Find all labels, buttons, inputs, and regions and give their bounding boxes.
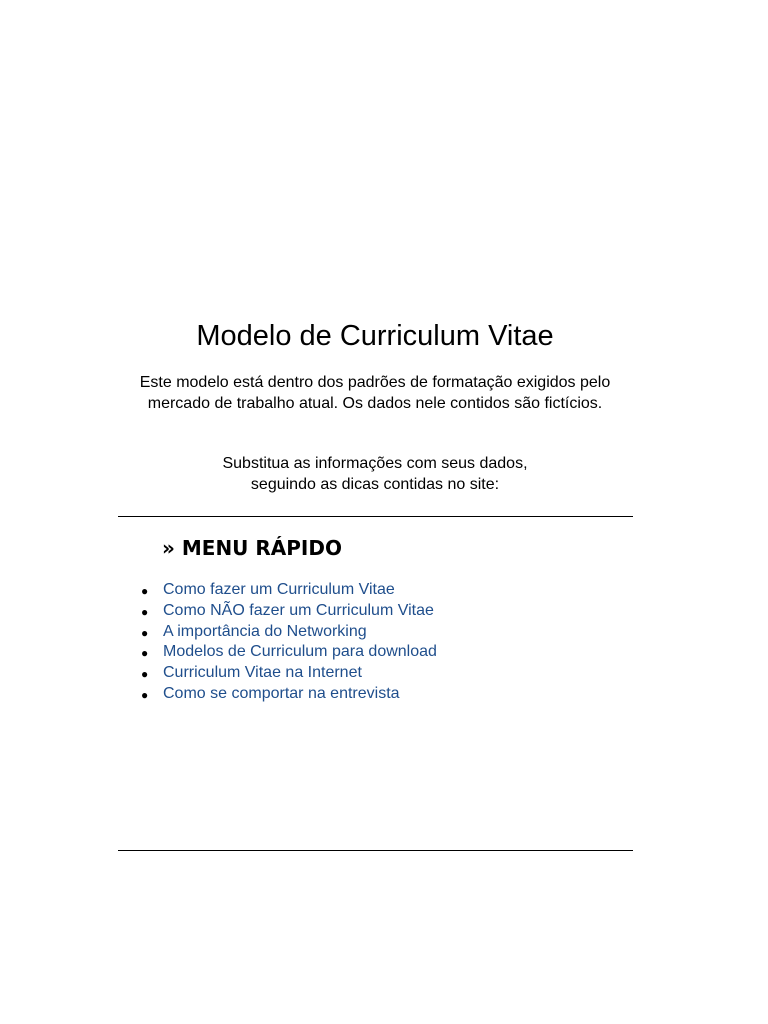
menu-link-como-nao-fazer[interactable]: Como NÃO fazer um Curriculum Vitae — [163, 601, 434, 619]
instructions-paragraph — [128, 454, 622, 495]
bullet-icon: ● — [141, 625, 149, 640]
bullet-icon: ● — [141, 667, 149, 682]
bullet-icon: ● — [141, 646, 149, 661]
bullet-icon: ● — [141, 687, 149, 702]
instructions-line-2: seguindo as dicas contidas no site: — [250, 475, 500, 493]
menu-heading: » MENU RÁPIDO — [162, 536, 342, 560]
menu-link-modelos-download[interactable]: Modelos de Curriculum para download — [163, 643, 437, 661]
menu-link-networking[interactable]: A importância do Networking — [163, 622, 367, 640]
bullet-icon: ● — [141, 604, 149, 619]
page-title: Modelo de Curriculum Vitae — [196, 320, 554, 352]
menu-link-internet[interactable]: Curriculum Vitae na Internet — [163, 664, 362, 682]
top-divider — [118, 516, 633, 517]
bullet-icon: ● — [141, 584, 149, 598]
instructions-line-1: Substitua as informações com seus dados, — [222, 455, 528, 472]
menu-link-como-fazer[interactable]: Como fazer um Curriculum Vitae — [163, 581, 395, 598]
menu-link-entrevista[interactable]: Como se comportar na entrevista — [163, 684, 400, 702]
bottom-divider — [118, 850, 633, 851]
intro-paragraph: Este modelo está dentro dos padrões de formatação exigidos pelo mercado de trabalho atual. Os dados nele contidos são fictícios. — [139, 374, 611, 412]
